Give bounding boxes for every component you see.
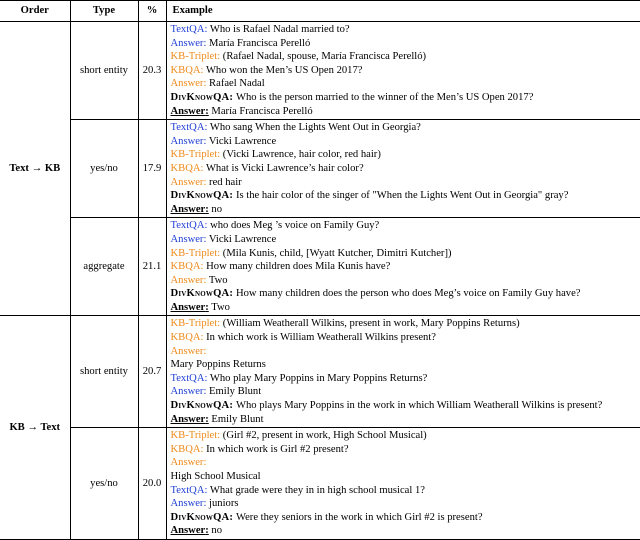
type-cell: short entity (70, 316, 138, 428)
example-line: Answer: (170, 457, 207, 469)
example-line: Answer: Vicki Lawrence (170, 135, 277, 147)
example-line: Answer: Emily Blunt (170, 413, 264, 425)
table-row (0, 218, 640, 316)
example-line: Answer: juniors (170, 498, 239, 510)
example-line: DivKnowQA: Who is the person married to the winner of the Men’s US Open 2017? (170, 91, 534, 103)
header-example: Example (166, 1, 640, 22)
example-line: Answer: no (170, 525, 223, 537)
example-line: KBQA: How many children does Mila Kunis have? (170, 261, 391, 273)
example-line: TextQA: Who sang When the Lights Went Out in Georgia? (170, 122, 421, 134)
example-line: Answer: red hair (170, 176, 242, 188)
table-row (0, 428, 640, 540)
example-line: Answer: Two (170, 301, 230, 313)
example-line: TextQA: Who play Mary Poppins in Mary Poppins Returns? (170, 372, 428, 384)
example-line: Answer: María Francisca Perelló (170, 105, 313, 117)
example-line: DivKnowQA: How many children does the person who does Meg’s voice on Family Guy have? (170, 288, 581, 300)
pct-cell: 20.0 (138, 428, 166, 540)
example-line: KBQA: What is Vicki Lawrence’s hair color? (170, 162, 364, 174)
order-cell: Text → KB (9, 162, 61, 174)
example-line: KBQA: Who won the Men’s US Open 2017? (170, 64, 363, 76)
example-line: Answer: Rafael Nadal (170, 78, 265, 90)
example-line: Answer: Emily Blunt (170, 386, 262, 398)
order-cell: KB → Text (0, 316, 70, 540)
example-line: KB-Triplet: (William Weatherall Wilkins, present in work, Mary Poppins Returns) (170, 318, 520, 330)
type-cell: aggregate (70, 218, 138, 316)
table-row (0, 316, 640, 428)
example-line: Answer: no (170, 203, 223, 215)
example-line: DivKnowQA: Were they seniors in the work in which Girl #2 is present? (170, 511, 483, 523)
example-cell (166, 22, 640, 120)
table-row (0, 120, 640, 218)
example-line: KBQA: In which work is Girl #2 present? (170, 443, 349, 455)
example-cell (166, 218, 640, 316)
pct-cell: 20.7 (138, 316, 166, 428)
example-line: TextQA: What grade were they in in high school musical 1? (170, 484, 425, 496)
example-cell (166, 428, 640, 540)
example-line: KB-Triplet: (Vicki Lawrence, hair color, red hair) (170, 149, 381, 161)
example-line: KB-Triplet: (Rafael Nadal, spouse, María Francisca Perelló) (170, 51, 427, 63)
example-line: TextQA: who does Meg ’s voice on Family Guy? (170, 220, 380, 232)
example-line: DivKnowQA: Who plays Mary Poppins in the work in which William Weatherall Wilkins is present? (170, 400, 603, 412)
example-line: KB-Triplet: (Girl #2, present in work, High School Musical) (170, 430, 427, 442)
pct-cell: 17.9 (138, 120, 166, 218)
example-line: Answer: Vicki Lawrence (170, 233, 277, 245)
pct-cell: 21.1 (138, 218, 166, 316)
example-line: Mary Poppins Returns (170, 359, 266, 371)
example-line: KB-Triplet: (Mila Kunis, child, [Wyatt Kutcher, Dimitri Kutcher]) (170, 247, 452, 259)
table-row (0, 22, 640, 120)
example-line: High School Musical (170, 471, 261, 482)
type-cell: yes/no (70, 120, 138, 218)
header-type: Type (70, 1, 138, 22)
header-row (0, 1, 640, 22)
example-line: DivKnowQA: Is the hair color of the singer of "When the Lights Went Out in Georgia" gray? (170, 190, 569, 202)
example-line: KBQA: In which work is William Weatherall Wilkins present? (170, 332, 436, 344)
header-order: Order (0, 1, 70, 22)
example-line: Answer: María Francisca Perelló (170, 37, 311, 49)
pct-cell: 20.3 (138, 22, 166, 120)
example-cell (166, 120, 640, 218)
header-pct: % (138, 1, 166, 22)
example-line: TextQA: Who is Rafael Nadal married to? (170, 24, 350, 35)
example-line: Answer: Two (170, 274, 228, 286)
example-line: Answer: (170, 345, 207, 357)
type-cell: short entity (70, 22, 138, 120)
type-cell: yes/no (70, 428, 138, 540)
example-cell (166, 316, 640, 428)
